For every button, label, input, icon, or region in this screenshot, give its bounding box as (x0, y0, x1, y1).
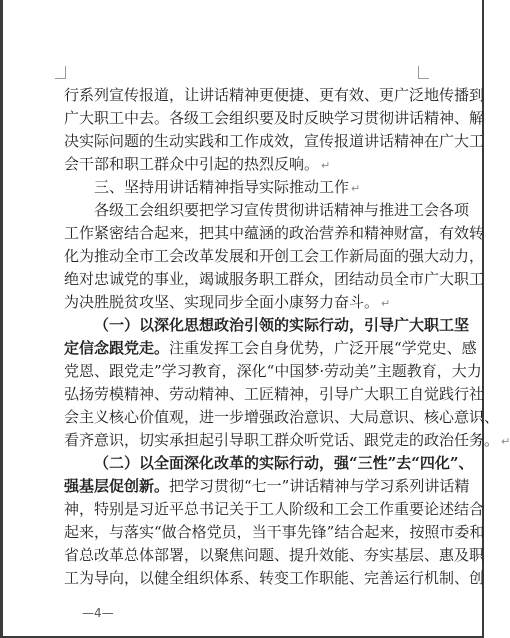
text-line (64, 314, 470, 337)
text-line (64, 222, 485, 245)
text-line (64, 130, 485, 153)
crop-mark-top-left (55, 66, 66, 79)
line-text: （一）以深化思想政治引领的实际行动，引导广大职工坚 (94, 316, 470, 334)
line-text: 化为推动全市工会改革发展和开创工会工作新局面的强大动力， (64, 247, 485, 265)
text-line (64, 291, 428, 314)
text-line (64, 107, 485, 130)
text-line (64, 199, 470, 222)
text-line (64, 567, 485, 590)
line-text: 党恩、跟党走”学习教育，深化“中国梦·劳动美”主题教育，大力 (64, 362, 482, 380)
text-line (64, 521, 485, 544)
text-line (64, 498, 485, 521)
line-text: 弘扬劳模精神、劳动精神、工匠精神，引导广大职工自觉践行社 (64, 385, 485, 403)
line-text: （二）以全面深化改革的实际行动，强“三性”去“四化”、 (94, 454, 474, 472)
line-text: 神，特别是习近平总书记关于工人阶级和工会工作重要论述结合 (64, 500, 485, 518)
line-text: 会主义核心价值观，进一步增强政治意识、大局意识、核心意识、 (64, 408, 500, 426)
text-line (64, 176, 428, 199)
text-line (64, 452, 474, 475)
line-text: 工作紧密结合起来，把其中蕴涵的政治营养和精神财富，有效转 (64, 224, 485, 242)
text-line (64, 268, 485, 291)
line-text: 行系列宣传报道，让讲话精神更便捷、更有效、更广泛地传播到 (64, 86, 485, 104)
page-number: —4— (82, 606, 114, 620)
text-line (64, 429, 510, 452)
text-line (64, 406, 500, 429)
text-line (64, 245, 485, 268)
line-text: 工为导向，以健全组织体系、转变工作职能、完善运行机制、创 (64, 569, 485, 587)
line-text: 各级工会组织要把学习宣传贯彻讲话精神与推进工会各项 (94, 201, 470, 219)
line-text: 看齐意识，切实承担起引导职工群众听党话、跟党走的政治任务。 (64, 431, 500, 449)
paragraph-mark-icon: ↵ (381, 297, 391, 310)
line-text: 绝对忠诚党的事业，竭诚服务职工群众，团结动员全市广大职工 (64, 270, 485, 288)
line-text: 三、坚持用讲话精神指导实际推动工作 (94, 178, 350, 196)
document-body[interactable] (64, 84, 510, 590)
line-text: 广大职工中去。各级工会组织要及时反映学习贯彻讲话精神、解 (64, 109, 485, 127)
bold-heading-text: 定信念跟党走。 (64, 339, 170, 357)
crop-mark-top-right (418, 66, 429, 79)
text-line (64, 84, 485, 107)
bold-heading-text: 强基层促创新。 (64, 477, 170, 495)
paragraph-mark-icon: ↵ (351, 182, 361, 195)
paragraph-mark-icon: ↵ (321, 159, 331, 172)
line-text: 起来，与落实“做合格党员，当干事先锋”结合起来，按照市委和 (64, 523, 485, 541)
paragraph-mark-icon: ↵ (501, 435, 510, 448)
text-line (64, 475, 470, 498)
line-text: 会干部和职工群众中引起的热烈反响。 (64, 155, 320, 173)
window-border-left (0, 0, 3, 638)
text-line (64, 544, 485, 567)
text-line (64, 383, 485, 406)
line-text: 决实际问题的生动实践和工作成效，宣传报道讲话精神在广大工 (64, 132, 485, 150)
line-text: 注重发挥工会自身优势，广泛开展“学党史、感 (169, 339, 477, 357)
text-line (64, 153, 428, 176)
text-line (64, 360, 482, 383)
line-text: 为决胜脱贫攻坚、实现同步全面小康努力奋斗。 (64, 293, 380, 311)
line-text: 省总改革总体部署，以聚焦问题、提升效能、夯实基层、惠及职 (64, 546, 485, 564)
line-text: 把学习贯彻“七一”讲话精神与学习系列讲话精 (169, 477, 470, 495)
text-line (64, 337, 477, 360)
